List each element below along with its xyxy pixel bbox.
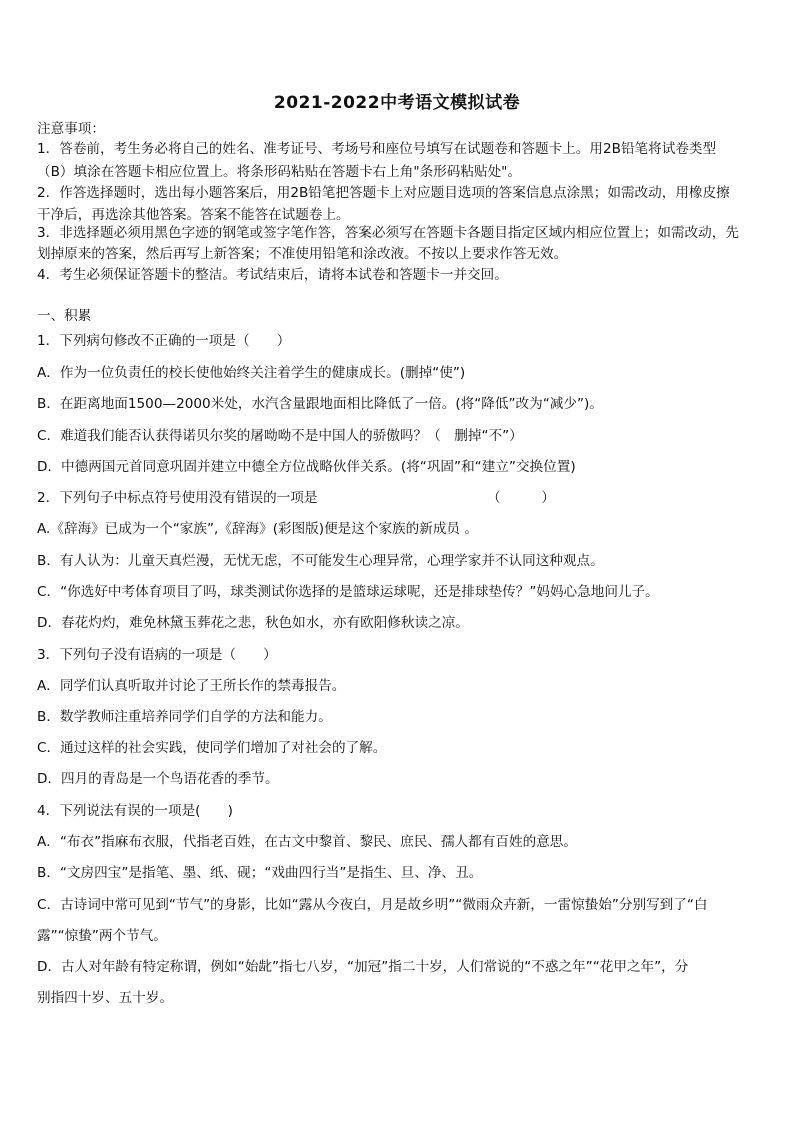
question-option: C．“你选好中考体育项目了吗，球类测试你选择的是篮球运球呢，还是排球垫传？”妈妈心急地问儿子。 (37, 584, 659, 600)
question-option: D．四月的青岛是一个鸟语花香的季节。 (37, 771, 279, 787)
question-option: D．中德两国元首同意巩固并建立中德全方位战略伙伴关系。(将“巩固”和“建立”交换位置) (37, 459, 576, 475)
question-option: A．作为一位负责任的校长使他始终关注着学生的健康成长。(删掉“使”) (37, 365, 466, 381)
question-option: C．古诗词中常可见到“节气”的身影，比如“露从今夜白，月是故乡明”“微雨众卉新，一雷惊蛰始”分别写到了“白 (37, 897, 708, 913)
notice-line: 4．考生必须保证答题卡的整洁。考试结束后，请将本试卷和答题卡一并交回。 (37, 267, 508, 283)
question-option: B．数学教师注重培养同学们自学的方法和能力。 (37, 709, 332, 725)
question-option: C．难道我们能否认获得诺贝尔奖的屠呦呦不是中国人的骄傲吗？（ 删掉“不”） (37, 428, 523, 444)
answer-blank: （ ） (487, 490, 555, 506)
notice-line: （B）填涂在答题卡相应位置上。将条形码粘贴在答题卡右上角"条形码粘贴处"。 (37, 164, 522, 180)
question-option: D．古人对年龄有特定称谓，例如“始龀”指七八岁，“加冠”指二十岁，人们常说的“不惑之年”“花甲之年”，分 (37, 959, 689, 975)
notice-line: 划掉原来的答案，然后再写上新答案；不准使用铅笔和涂改液。不按以上要求作答无效。 (37, 246, 568, 262)
notice-line: 干净后，再选涂其他答案。答案不能答在试题卷上。 (37, 207, 350, 223)
question-option: B．“文房四宝”是指笔、墨、纸、砚；“戏曲四行当”是指生、旦、净、丑。 (37, 865, 483, 881)
question-option: C．通过这样的社会实践，使同学们增加了对社会的了解。 (37, 740, 387, 756)
question-option: A.《辞海》已成为一个“家族”,《辞海》(彩图版)便是这个家族的新成员 。 (37, 521, 478, 537)
notice-heading: 注意事项： (37, 121, 105, 137)
page-title: 2021-2022中考语文模拟试卷 (273, 93, 521, 113)
section-heading: 一、积累 (37, 308, 92, 324)
question-option: D．春花灼灼，难免林黛玉葬花之悲，秋色如水，亦有欧阳修秋读之凉。 (37, 615, 469, 631)
notice-line: 2．作答选择题时，选出每小题答案后，用2B铅笔把答题卡上对应题目选项的答案信息点涂黑；如需改动，用橡皮擦 (37, 185, 730, 201)
question-stem: 2．下列句子中标点符号使用没有错误的一项是 (37, 490, 318, 506)
notice-line: 3．非选择题必须用黑色字迹的钢笔或签字笔作答，答案必须写在答题卡各题目指定区域内相应位置上；如需改动，先 (37, 225, 739, 241)
question-stem: 4．下列说法有误的一项是( ) (37, 803, 233, 819)
question-option: B．有人认为：儿童天真烂漫，无忧无虑，不可能发生心理异常，心理学家并不认同这种观点。 (37, 553, 604, 569)
question-option: B．在距离地面1500—2000米处，水汽含量跟地面相比降低了一倍。(将“降低”改为“减少”)。 (37, 396, 603, 412)
question-option: 别指四十岁、五十岁。 (37, 990, 173, 1006)
question-option: A．“布衣”指麻布衣服，代指老百姓，在古文中黎首、黎民、庶民、孺人都有百姓的意思。 (37, 834, 577, 850)
question-option: 露”“惊蛰”两个节气。 (37, 928, 167, 944)
question-stem: 3．下列句子没有语病的一项是（ ） (37, 647, 277, 663)
question-stem: 1．下列病句修改不正确的一项是（ ） (37, 333, 291, 349)
question-option: A．同学们认真听取并讨论了王所长作的禁毒报告。 (37, 678, 346, 694)
notice-line: 1．答卷前，考生务必将自己的姓名、准考证号、考场号和座位号填写在试题卷和答题卡上。用2B铅笔将试卷类型 (37, 141, 717, 157)
